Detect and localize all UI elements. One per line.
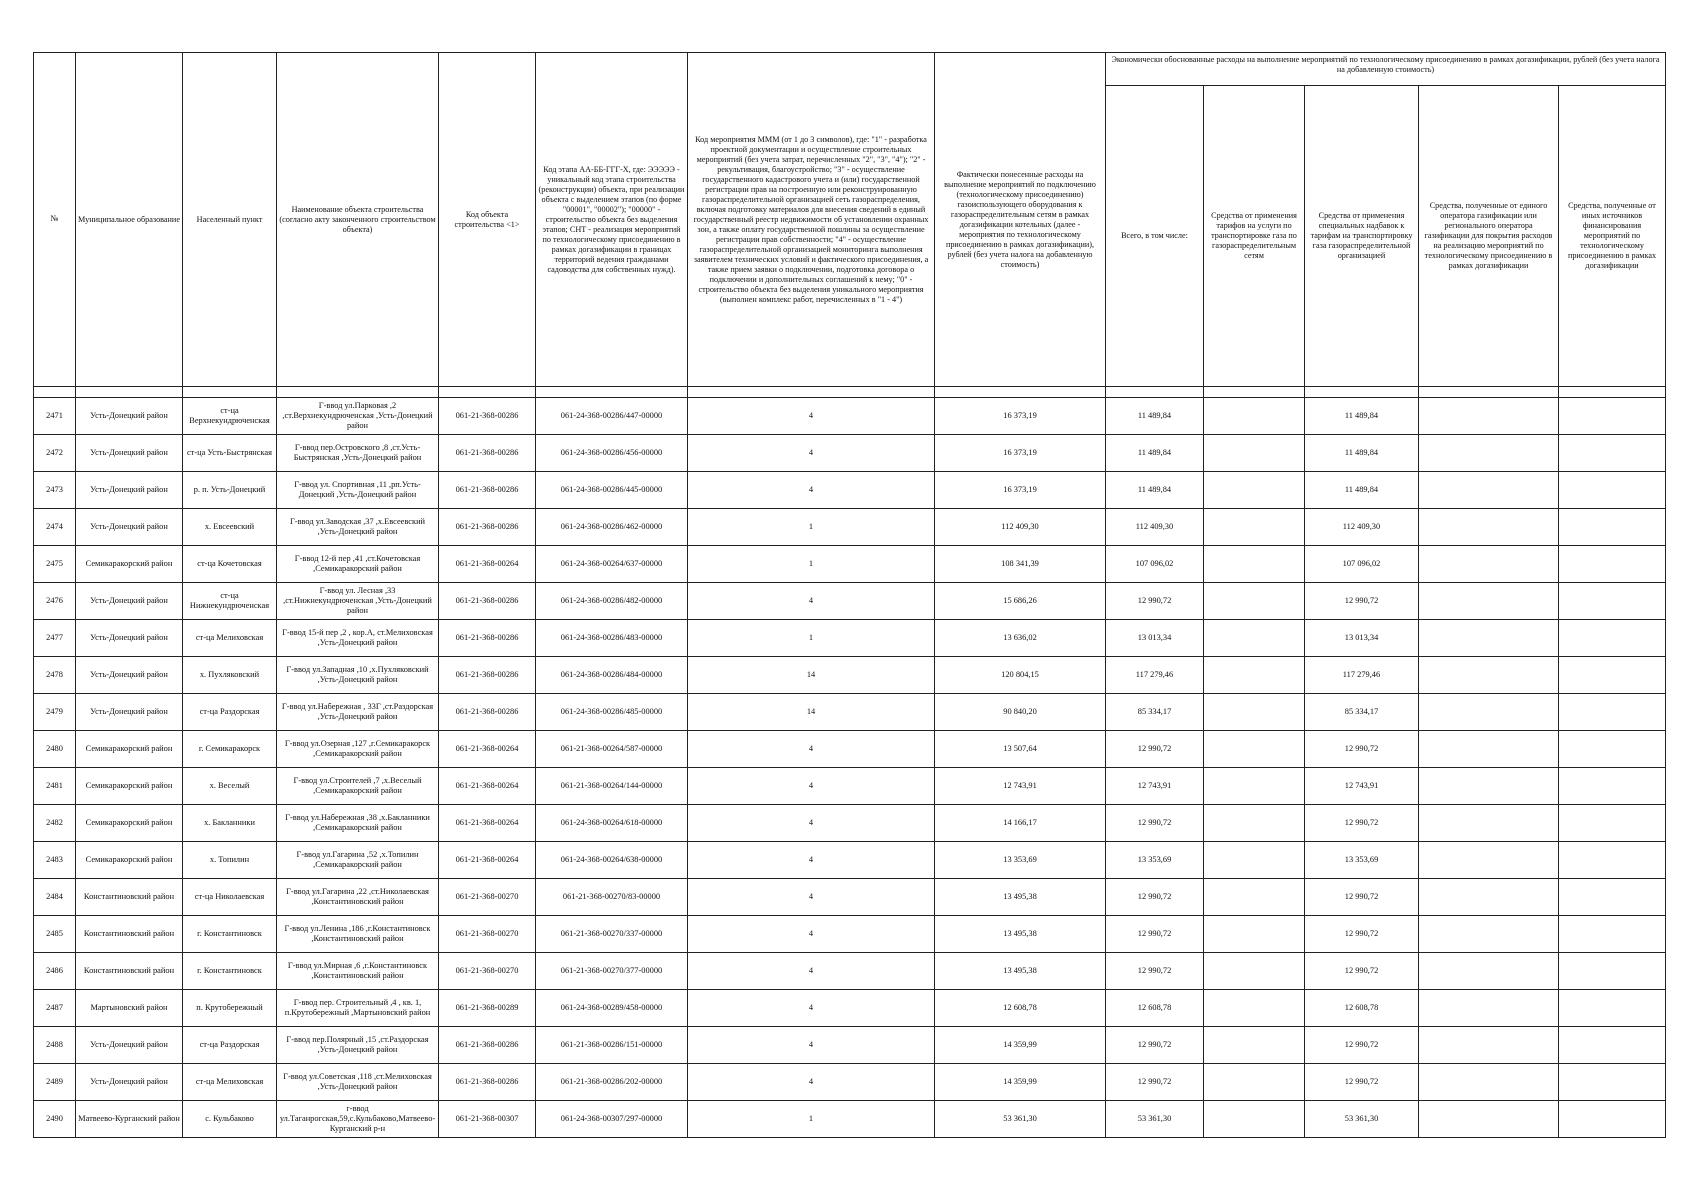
cell-municipality: Усть-Донецкий район	[76, 509, 183, 546]
cell-actual-costs: 13 353,69	[935, 842, 1106, 879]
cell-tariff-transport	[1204, 1101, 1305, 1138]
cell-stage-code: 061-21-368-00270/337-00000	[536, 916, 688, 953]
cell-object-name: Г-ввод ул.Строителей ,7 ,х.Веселый ,Семикаракорский район	[277, 768, 439, 805]
cell-num: 2488	[34, 1027, 76, 1064]
table-row	[34, 398, 1666, 435]
cell-tariff-transport	[1204, 583, 1305, 620]
cell-object-code: 061-21-368-00286	[439, 620, 536, 657]
header-special-surcharge: Средства от применения специальных надбавок к тарифам на транспортировку газа газораспределительной организацией	[1305, 86, 1419, 387]
cell-object-code: 061-21-368-00286	[439, 1027, 536, 1064]
cell-locality: ст-ца Мелиховская	[183, 620, 277, 657]
cell-special-surcharge: 117 279,46	[1305, 657, 1419, 694]
cell-special-surcharge: 12 990,72	[1305, 916, 1419, 953]
cell-total: 12 990,72	[1106, 1027, 1204, 1064]
cell-object-name: Г-ввод ул. Спортивная ,11 ,рп.Усть-Донецкий ,Усть-Донецкий район	[277, 472, 439, 509]
table-row	[34, 620, 1666, 657]
cell-actual-costs: 13 636,02	[935, 620, 1106, 657]
cell-single-operator	[1419, 583, 1559, 620]
cell-other-sources	[1559, 990, 1666, 1027]
cell-num: 2480	[34, 731, 76, 768]
cell-stage-code: 061-24-368-00307/297-00000	[536, 1101, 688, 1138]
cell-tariff-transport	[1204, 1027, 1305, 1064]
cell-special-surcharge: 85 334,17	[1305, 694, 1419, 731]
table-body	[34, 387, 1666, 1138]
cell-single-operator	[1419, 1101, 1559, 1138]
cell-event-code: 4	[688, 768, 935, 805]
cell-total: 12 990,72	[1106, 731, 1204, 768]
cell-tariff-transport	[1204, 620, 1305, 657]
cell-tariff-transport	[1204, 398, 1305, 435]
cell-event-code: 1	[688, 1101, 935, 1138]
cell-stage-code: 061-24-368-00286/484-00000	[536, 657, 688, 694]
cell-locality: ст-ца Усть-Быстрянская	[183, 435, 277, 472]
cell-object-name: Г-ввод пер.Островского ,8 ,ст.Усть-Быстрянская ,Усть-Донецкий район	[277, 435, 439, 472]
cell-object-name: Г-ввод ул.Советская ,118 ,ст.Мелиховская ,Усть-Донецкий район	[277, 1064, 439, 1101]
cell-total: 53 361,30	[1106, 1101, 1204, 1138]
report-sheet	[33, 52, 1665, 1138]
cell-municipality: Усть-Донецкий район	[76, 398, 183, 435]
cell-num: 2485	[34, 916, 76, 953]
cell-other-sources	[1559, 694, 1666, 731]
cell-other-sources	[1559, 1064, 1666, 1101]
cell-single-operator	[1419, 768, 1559, 805]
table-row	[34, 546, 1666, 583]
cell-actual-costs: 13 507,64	[935, 731, 1106, 768]
cell-single-operator	[1419, 805, 1559, 842]
table-row	[34, 768, 1666, 805]
table-row	[34, 694, 1666, 731]
header-object-name: Наименование объекта строительства (согласно акту законченного строительством объекта)	[277, 53, 439, 387]
cell-tariff-transport	[1204, 916, 1305, 953]
cell-municipality: Матвеево-Курганский район	[76, 1101, 183, 1138]
cell-num: 2486	[34, 953, 76, 990]
cell-actual-costs: 108 341,39	[935, 546, 1106, 583]
cell-total: 112 409,30	[1106, 509, 1204, 546]
header-locality: Населенный пункт	[183, 53, 277, 387]
cell-event-code: 4	[688, 435, 935, 472]
cell-special-surcharge: 11 489,84	[1305, 472, 1419, 509]
table-row	[34, 509, 1666, 546]
cell-stage-code: 061-24-368-00289/458-00000	[536, 990, 688, 1027]
cell-special-surcharge: 11 489,84	[1305, 398, 1419, 435]
cell-object-code: 061-21-368-00286	[439, 472, 536, 509]
cell-stage-code: 061-24-368-00286/483-00000	[536, 620, 688, 657]
cell-object-code: 061-21-368-00264	[439, 546, 536, 583]
cell-object-code: 061-21-368-00270	[439, 916, 536, 953]
table-row	[34, 472, 1666, 509]
table-row	[34, 805, 1666, 842]
cell-num: 2478	[34, 657, 76, 694]
cell-object-code: 061-21-368-00286	[439, 435, 536, 472]
cell-total: 12 990,72	[1106, 879, 1204, 916]
cell-num: 2487	[34, 990, 76, 1027]
cell-object-name: Г-ввод ул.Ленина ,186 ,г.Константиновск ,Константиновский район	[277, 916, 439, 953]
cell-stage-code: 061-24-368-00286/482-00000	[536, 583, 688, 620]
cell-event-code: 4	[688, 805, 935, 842]
cell-other-sources	[1559, 953, 1666, 990]
table-header	[34, 53, 1666, 387]
cell-single-operator	[1419, 435, 1559, 472]
table-row	[34, 953, 1666, 990]
table-row	[34, 583, 1666, 620]
cell-object-name: Г-ввод ул.Мирная ,6 ,г.Константиновск ,Константиновский район	[277, 953, 439, 990]
cell-tariff-transport	[1204, 953, 1305, 990]
cell-total: 117 279,46	[1106, 657, 1204, 694]
cell-locality: ст-ца Нижнекундрюченская	[183, 583, 277, 620]
cell-event-code: 4	[688, 398, 935, 435]
cell-special-surcharge: 12 743,91	[1305, 768, 1419, 805]
cell-total: 12 608,78	[1106, 990, 1204, 1027]
cell-locality: х. Евсеевский	[183, 509, 277, 546]
cell-object-name: Г-ввод ул.Западная ,10 ,х.Пухляковский ,Усть-Донецкий район	[277, 657, 439, 694]
cell-actual-costs: 14 359,99	[935, 1027, 1106, 1064]
cell-locality: ст-ца Мелиховская	[183, 1064, 277, 1101]
header-total: Всего, в том числе:	[1106, 86, 1204, 387]
header-other-sources: Средства, полученные от иных источников финансирования мероприятий по технологическому присоединению в рамках догазификации	[1559, 86, 1666, 387]
cell-single-operator	[1419, 1064, 1559, 1101]
cell-municipality: Семикаракорский район	[76, 842, 183, 879]
cell-num: 2484	[34, 879, 76, 916]
cell-stage-code: 061-21-368-00286/151-00000	[536, 1027, 688, 1064]
cell-object-name: Г-ввод 15-й пер ,2 , кор.А, ст.Мелиховская ,Усть-Донецкий район	[277, 620, 439, 657]
header-economic-costs-group: Экономически обоснованные расходы на выполнение мероприятий по технологическому присоединению в рамках догазификации, рублей (без учета налога на добавленную стоимость)	[1106, 53, 1666, 86]
header-spacer-row	[34, 387, 1666, 398]
cell-tariff-transport	[1204, 768, 1305, 805]
table-row	[34, 1064, 1666, 1101]
cell-single-operator	[1419, 620, 1559, 657]
cell-stage-code: 061-21-368-00264/144-00000	[536, 768, 688, 805]
cell-actual-costs: 14 359,99	[935, 1064, 1106, 1101]
cell-actual-costs: 16 373,19	[935, 472, 1106, 509]
cell-tariff-transport	[1204, 879, 1305, 916]
cell-special-surcharge: 11 489,84	[1305, 435, 1419, 472]
cell-object-code: 061-21-368-00307	[439, 1101, 536, 1138]
cell-object-name: Г-ввод ул.Гагарина ,22 ,ст.Николаевская ,Константиновский район	[277, 879, 439, 916]
cell-tariff-transport	[1204, 657, 1305, 694]
header-object-code: Код объекта строительства <1>	[439, 53, 536, 387]
cell-special-surcharge: 12 608,78	[1305, 990, 1419, 1027]
cell-object-name: Г-ввод ул.Парковая ,2 ,ст.Верхнекундрюченская ,Усть-Донецкий район	[277, 398, 439, 435]
cell-num: 2474	[34, 509, 76, 546]
cell-stage-code: 061-24-368-00286/462-00000	[536, 509, 688, 546]
header-num: №	[34, 53, 76, 387]
cell-object-name: Г-ввод ул.Набережная , 33Г ,ст.Раздорская ,Усть-Донецкий район	[277, 694, 439, 731]
cell-locality: ст-ца Раздорская	[183, 1027, 277, 1064]
cell-municipality: Усть-Донецкий район	[76, 472, 183, 509]
cell-object-code: 061-21-368-00286	[439, 509, 536, 546]
cell-single-operator	[1419, 1027, 1559, 1064]
cell-actual-costs: 13 495,38	[935, 879, 1106, 916]
cell-object-name: г-ввод ул.Таганрогская,59,с.Кульбаково,Матвеево-Курганский р-н	[277, 1101, 439, 1138]
cell-tariff-transport	[1204, 546, 1305, 583]
cell-event-code: 4	[688, 731, 935, 768]
cell-locality: х. Веселый	[183, 768, 277, 805]
gasification-costs-table	[33, 52, 1666, 1138]
cell-event-code: 4	[688, 842, 935, 879]
cell-municipality: Константиновский район	[76, 953, 183, 990]
cell-total: 13 353,69	[1106, 842, 1204, 879]
cell-locality: г. Константиновск	[183, 916, 277, 953]
cell-single-operator	[1419, 953, 1559, 990]
cell-other-sources	[1559, 1101, 1666, 1138]
cell-num: 2477	[34, 620, 76, 657]
cell-object-name: Г-ввод ул.Заводская ,37 ,х.Евсеевский ,Усть-Донецкий район	[277, 509, 439, 546]
cell-single-operator	[1419, 731, 1559, 768]
cell-other-sources	[1559, 546, 1666, 583]
cell-actual-costs: 12 743,91	[935, 768, 1106, 805]
cell-object-code: 061-21-368-00264	[439, 842, 536, 879]
cell-tariff-transport	[1204, 805, 1305, 842]
cell-object-code: 061-21-368-00286	[439, 657, 536, 694]
table-row	[34, 657, 1666, 694]
table-row	[34, 1101, 1666, 1138]
table-row	[34, 990, 1666, 1027]
cell-total: 107 096,02	[1106, 546, 1204, 583]
cell-actual-costs: 120 804,15	[935, 657, 1106, 694]
cell-locality: р. п. Усть-Донецкий	[183, 472, 277, 509]
cell-actual-costs: 16 373,19	[935, 398, 1106, 435]
cell-stage-code: 061-24-368-00286/447-00000	[536, 398, 688, 435]
cell-locality: г. Константиновск	[183, 953, 277, 990]
cell-locality: х. Топилин	[183, 842, 277, 879]
table-row	[34, 435, 1666, 472]
cell-special-surcharge: 12 990,72	[1305, 1064, 1419, 1101]
cell-num: 2472	[34, 435, 76, 472]
cell-locality: с. Кульбаково	[183, 1101, 277, 1138]
cell-stage-code: 061-24-368-00286/445-00000	[536, 472, 688, 509]
cell-tariff-transport	[1204, 731, 1305, 768]
cell-event-code: 4	[688, 583, 935, 620]
cell-special-surcharge: 12 990,72	[1305, 731, 1419, 768]
cell-other-sources	[1559, 916, 1666, 953]
cell-total: 85 334,17	[1106, 694, 1204, 731]
cell-single-operator	[1419, 509, 1559, 546]
cell-num: 2481	[34, 768, 76, 805]
cell-total: 12 990,72	[1106, 916, 1204, 953]
cell-municipality: Семикаракорский район	[76, 805, 183, 842]
cell-other-sources	[1559, 842, 1666, 879]
cell-other-sources	[1559, 398, 1666, 435]
cell-locality: п. Крутобережный	[183, 990, 277, 1027]
cell-actual-costs: 112 409,30	[935, 509, 1106, 546]
header-event-code: Код мероприятия МММ (от 1 до 3 символов), где: "1" - разработка проектной документации и осуществление строительных мероприятий (без учета затрат, перечисленных "2", "3", "4"); "2" - рекультивация, благоустройство; "3" - осуществление государственного кадастрового учета и (или) государственной регистрации прав на построенную или реконструированную газораспределительной организацией сеть газораспределения, включая подготовку материалов для внесения сведений в единый государственный реестр недвижимости об установлении охранных зон, а также оплату государственной пошлины за осуществление регистрации прав собственности; "4" - осуществление газораспределительной организацией мониторинга выполнения заявителем технических условий и фактического присоединения, а также прием заявки о подключении, подготовка договора о подключении и дополнительных соглашений к нему; "0" - строительство объекта без выделения уникального мероприятия (выполнен комплекс работ, перечисленных в "1 - 4")	[688, 53, 935, 387]
cell-actual-costs: 15 686,26	[935, 583, 1106, 620]
cell-single-operator	[1419, 472, 1559, 509]
cell-municipality: Усть-Донецкий район	[76, 620, 183, 657]
cell-stage-code: 061-24-368-00264/637-00000	[536, 546, 688, 583]
cell-object-name: Г-ввод ул.Озерная ,127 ,г.Семикаракорск ,Семикаракорский район	[277, 731, 439, 768]
cell-single-operator	[1419, 916, 1559, 953]
cell-object-code: 061-21-368-00289	[439, 990, 536, 1027]
cell-locality: ст-ца Верхнекундрюченская	[183, 398, 277, 435]
cell-municipality: Усть-Донецкий район	[76, 1027, 183, 1064]
cell-object-code: 061-21-368-00270	[439, 879, 536, 916]
cell-single-operator	[1419, 657, 1559, 694]
cell-object-name: Г-ввод ул.Набережная ,38 ,х.Бакланники ,Семикаракорский район	[277, 805, 439, 842]
cell-total: 12 990,72	[1106, 953, 1204, 990]
cell-locality: х. Пухляковский	[183, 657, 277, 694]
cell-actual-costs: 13 495,38	[935, 916, 1106, 953]
cell-municipality: Усть-Донецкий район	[76, 1064, 183, 1101]
cell-municipality: Мартыновский район	[76, 990, 183, 1027]
cell-tariff-transport	[1204, 509, 1305, 546]
header-municipality: Муниципальное образование	[76, 53, 183, 387]
cell-num: 2471	[34, 398, 76, 435]
header-single-operator: Средства, полученные от единого оператора газификации или регионального оператора газификации для покрытия расходов на реализацию мероприятий по технологическому присоединению в рамках догазификации	[1419, 86, 1559, 387]
cell-stage-code: 061-21-368-00264/587-00000	[536, 731, 688, 768]
cell-event-code: 4	[688, 1064, 935, 1101]
cell-object-code: 061-21-368-00264	[439, 768, 536, 805]
cell-other-sources	[1559, 768, 1666, 805]
cell-num: 2476	[34, 583, 76, 620]
header-stage-code: Код этапа АА-ББ-ГГГ-Х, где: ЭЭЭЭЭ - уникальный код этапа строительства (реконструкции) объекта, при реализации объекта с выделением этапов (по форме "00001", "00002"); "00000" - строительство объекта без выделения этапов; СНТ - реализация мероприятий по технологическому присоединению в рамках догазификации в границах территорий ведения гражданами садоводства для собственных нужд).	[536, 53, 688, 387]
cell-single-operator	[1419, 694, 1559, 731]
cell-locality: ст-ца Николаевская	[183, 879, 277, 916]
cell-special-surcharge: 12 990,72	[1305, 953, 1419, 990]
cell-event-code: 4	[688, 879, 935, 916]
cell-event-code: 1	[688, 620, 935, 657]
cell-object-name: Г-ввод пер. Строительный ,4 , кв. 1, п.Крутобережный ,Мартыновский район	[277, 990, 439, 1027]
table-row	[34, 842, 1666, 879]
cell-locality: ст-ца Кочетовская	[183, 546, 277, 583]
cell-municipality: Семикаракорский район	[76, 546, 183, 583]
cell-other-sources	[1559, 620, 1666, 657]
cell-municipality: Усть-Донецкий район	[76, 694, 183, 731]
cell-event-code: 14	[688, 657, 935, 694]
cell-municipality: Семикаракорский район	[76, 768, 183, 805]
cell-total: 11 489,84	[1106, 398, 1204, 435]
cell-actual-costs: 12 608,78	[935, 990, 1106, 1027]
cell-special-surcharge: 12 990,72	[1305, 1027, 1419, 1064]
cell-municipality: Константиновский район	[76, 879, 183, 916]
cell-other-sources	[1559, 583, 1666, 620]
cell-single-operator	[1419, 842, 1559, 879]
cell-locality: ст-ца Раздорская	[183, 694, 277, 731]
cell-event-code: 1	[688, 546, 935, 583]
cell-tariff-transport	[1204, 990, 1305, 1027]
cell-tariff-transport	[1204, 694, 1305, 731]
cell-total: 13 013,34	[1106, 620, 1204, 657]
cell-event-code: 4	[688, 472, 935, 509]
cell-single-operator	[1419, 990, 1559, 1027]
cell-event-code: 14	[688, 694, 935, 731]
cell-num: 2479	[34, 694, 76, 731]
cell-municipality: Константиновский район	[76, 916, 183, 953]
cell-tariff-transport	[1204, 842, 1305, 879]
cell-object-code: 061-21-368-00286	[439, 694, 536, 731]
cell-num: 2490	[34, 1101, 76, 1138]
cell-other-sources	[1559, 805, 1666, 842]
cell-object-code: 061-21-368-00286	[439, 398, 536, 435]
cell-object-code: 061-21-368-00264	[439, 805, 536, 842]
cell-event-code: 4	[688, 916, 935, 953]
cell-object-name: Г-ввод ул.Гагарина ,52 ,х.Топилин ,Семикаракорский район	[277, 842, 439, 879]
cell-other-sources	[1559, 435, 1666, 472]
cell-tariff-transport	[1204, 472, 1305, 509]
cell-event-code: 4	[688, 953, 935, 990]
cell-other-sources	[1559, 1027, 1666, 1064]
table-row	[34, 916, 1666, 953]
cell-special-surcharge: 107 096,02	[1305, 546, 1419, 583]
cell-stage-code: 061-21-368-00286/202-00000	[536, 1064, 688, 1101]
cell-event-code: 4	[688, 990, 935, 1027]
cell-event-code: 4	[688, 1027, 935, 1064]
cell-num: 2489	[34, 1064, 76, 1101]
cell-total: 12 990,72	[1106, 1064, 1204, 1101]
cell-other-sources	[1559, 879, 1666, 916]
cell-special-surcharge: 12 990,72	[1305, 583, 1419, 620]
cell-actual-costs: 16 373,19	[935, 435, 1106, 472]
cell-single-operator	[1419, 546, 1559, 583]
cell-actual-costs: 53 361,30	[935, 1101, 1106, 1138]
cell-municipality: Усть-Донецкий район	[76, 583, 183, 620]
cell-object-code: 061-21-368-00286	[439, 1064, 536, 1101]
cell-stage-code: 061-21-368-00270/377-00000	[536, 953, 688, 990]
cell-object-name: Г-ввод пер.Полярный ,15 ,ст.Раздорская ,Усть-Донецкий район	[277, 1027, 439, 1064]
cell-locality: х. Бакланники	[183, 805, 277, 842]
cell-single-operator	[1419, 879, 1559, 916]
cell-num: 2483	[34, 842, 76, 879]
cell-actual-costs: 90 840,20	[935, 694, 1106, 731]
cell-single-operator	[1419, 398, 1559, 435]
cell-num: 2482	[34, 805, 76, 842]
cell-total: 12 990,72	[1106, 805, 1204, 842]
cell-object-name: Г-ввод 12-й пер ,41 ,ст.Кочетовская ,Семикаракорский район	[277, 546, 439, 583]
cell-municipality: Усть-Донецкий район	[76, 657, 183, 694]
cell-municipality: Усть-Донецкий район	[76, 435, 183, 472]
cell-special-surcharge: 12 990,72	[1305, 879, 1419, 916]
header-actual-costs: Фактически понесенные расходы на выполнение мероприятий по подключению (технологическому присоединению) газоиспользующего оборудования к газораспределительным сетям в рамках догазификации котельных (далее - мероприятия по технологическому присоединению в рамках догазификации), рублей (без учета налога на добавленную стоимость)	[935, 53, 1106, 387]
cell-stage-code: 061-24-368-00286/456-00000	[536, 435, 688, 472]
cell-stage-code: 061-21-368-00270/83-00000	[536, 879, 688, 916]
cell-num: 2475	[34, 546, 76, 583]
cell-actual-costs: 14 166,17	[935, 805, 1106, 842]
cell-special-surcharge: 12 990,72	[1305, 805, 1419, 842]
cell-total: 12 743,91	[1106, 768, 1204, 805]
cell-actual-costs: 13 495,38	[935, 953, 1106, 990]
cell-stage-code: 061-24-368-00264/618-00000	[536, 805, 688, 842]
cell-object-code: 061-21-368-00286	[439, 583, 536, 620]
table-row	[34, 879, 1666, 916]
cell-stage-code: 061-24-368-00264/638-00000	[536, 842, 688, 879]
cell-special-surcharge: 13 013,34	[1305, 620, 1419, 657]
cell-other-sources	[1559, 472, 1666, 509]
cell-other-sources	[1559, 657, 1666, 694]
cell-municipality: Семикаракорский район	[76, 731, 183, 768]
header-tariff-transport: Средства от применения тарифов на услуги по транспортировке газа по газораспределительным сетям	[1204, 86, 1305, 387]
cell-tariff-transport	[1204, 435, 1305, 472]
cell-total: 11 489,84	[1106, 472, 1204, 509]
cell-special-surcharge: 53 361,30	[1305, 1101, 1419, 1138]
cell-stage-code: 061-24-368-00286/485-00000	[536, 694, 688, 731]
table-row	[34, 1027, 1666, 1064]
cell-object-code: 061-21-368-00264	[439, 731, 536, 768]
cell-special-surcharge: 112 409,30	[1305, 509, 1419, 546]
table-row	[34, 731, 1666, 768]
cell-other-sources	[1559, 731, 1666, 768]
cell-other-sources	[1559, 509, 1666, 546]
cell-special-surcharge: 13 353,69	[1305, 842, 1419, 879]
cell-event-code: 1	[688, 509, 935, 546]
cell-tariff-transport	[1204, 1064, 1305, 1101]
cell-total: 11 489,84	[1106, 435, 1204, 472]
cell-locality: г. Семикаракорск	[183, 731, 277, 768]
cell-num: 2473	[34, 472, 76, 509]
cell-object-name: Г-ввод ул. Лесная ,33 ,ст.Нижнекундрюченская ,Усть-Донецкий район	[277, 583, 439, 620]
cell-total: 12 990,72	[1106, 583, 1204, 620]
cell-object-code: 061-21-368-00270	[439, 953, 536, 990]
